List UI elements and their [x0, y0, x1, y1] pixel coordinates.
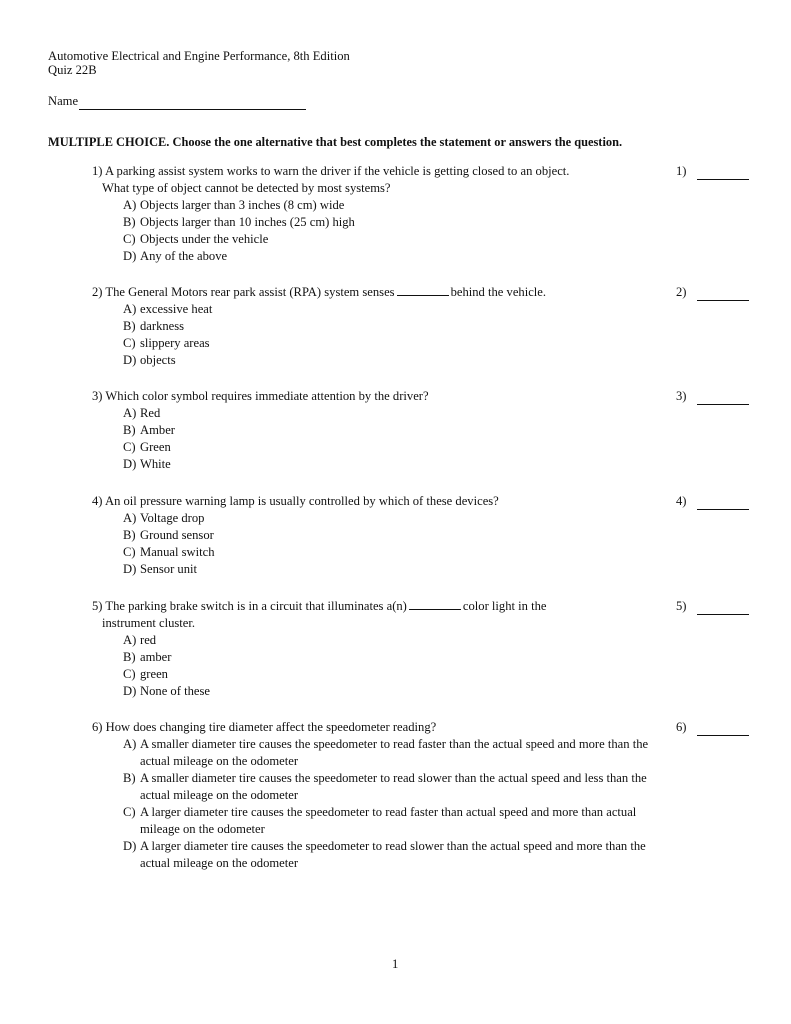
name-field[interactable] — [79, 97, 306, 110]
choice-list — [123, 510, 663, 578]
choice-d[interactable]: D) Any of the above — [123, 249, 228, 263]
fill-in-blank — [409, 598, 461, 610]
choice-d[interactable]: D) objects — [123, 353, 176, 367]
book-title: Automotive Electrical and Engine Performance, 8th Edition — [48, 49, 350, 63]
choice-list — [123, 405, 663, 473]
choice-c[interactable]: C) Manual switch — [123, 545, 215, 559]
answer-slot: 5) — [676, 598, 749, 615]
question-3 — [92, 388, 752, 473]
answer-slot: 6) — [676, 719, 749, 736]
question-stem: 3) Which color symbol requires immediate attention by the driver? — [92, 389, 429, 403]
page-number: 1 — [392, 957, 399, 971]
name-field-row — [48, 93, 306, 110]
choice-d[interactable]: D) A larger diameter tire causes the speedometer to read slower than the actual speed and more than the actual mileage on the odometer — [123, 839, 646, 870]
question-stem: 4) An oil pressure warning lamp is usually controlled by which of these devices? — [92, 494, 499, 508]
choice-c[interactable]: C) Objects under the vehicle — [123, 232, 269, 246]
question-2 — [92, 284, 752, 369]
document-header — [48, 49, 350, 77]
choice-b[interactable]: B) darkness — [123, 319, 185, 333]
question-5 — [92, 598, 752, 700]
quiz-title: Quiz 22B — [48, 63, 97, 77]
choice-list — [123, 301, 663, 369]
question-1 — [92, 163, 752, 265]
answer-blank[interactable] — [697, 723, 749, 736]
answer-slot: 2) — [676, 284, 749, 301]
fill-in-blank — [397, 284, 449, 296]
choice-a[interactable]: A) excessive heat — [123, 302, 213, 316]
choice-c[interactable]: C) slippery areas — [123, 336, 210, 350]
choice-d[interactable]: D) White — [123, 457, 171, 471]
choice-a[interactable]: A) A smaller diameter tire causes the speedometer to read faster than the actual speed and more than the actual mileage on the odometer — [123, 737, 649, 768]
choice-b[interactable]: B) Amber — [123, 423, 175, 437]
choice-a[interactable]: A) Voltage drop — [123, 511, 205, 525]
question-stem: 6) How does changing tire diameter affect the speedometer reading? — [92, 720, 437, 734]
answer-slot: 4) — [676, 493, 749, 510]
choice-b[interactable]: B) Objects larger than 10 inches (25 cm) high — [123, 215, 355, 229]
answer-blank[interactable] — [697, 167, 749, 180]
choice-list — [123, 632, 663, 700]
choice-b[interactable]: B) amber — [123, 650, 172, 664]
choice-c[interactable]: C) Green — [123, 440, 171, 454]
choice-a[interactable]: A) red — [123, 633, 157, 647]
section-instructions: MULTIPLE CHOICE. Choose the one alternative that best completes the statement or answers the question. — [48, 135, 623, 149]
question-4 — [92, 493, 752, 578]
answer-blank[interactable] — [697, 288, 749, 301]
choice-b[interactable]: B) A smaller diameter tire causes the speedometer to read slower than the actual speed and less than the actual mileage on the odometer — [123, 771, 647, 802]
answer-blank[interactable] — [697, 497, 749, 510]
choice-d[interactable]: D) None of these — [123, 684, 210, 698]
answer-slot: 1) — [676, 163, 749, 180]
answer-blank[interactable] — [697, 602, 749, 615]
question-stem: 2) The General Motors rear park assist (RPA) system senses behind the vehicle. — [92, 285, 547, 299]
choice-b[interactable]: B) Ground sensor — [123, 528, 214, 542]
choice-c[interactable]: C) A larger diameter tire causes the speedometer to read faster than actual speed and more than actual mileage on the odometer — [123, 805, 637, 836]
question-stem: 1) A parking assist system works to warn the driver if the vehicle is getting closed to an object. What type of object cannot be detected by most systems? — [92, 164, 570, 195]
choice-a[interactable]: A) Objects larger than 3 inches (8 cm) wide — [123, 198, 345, 212]
choice-list — [123, 197, 663, 265]
answer-slot: 3) — [676, 388, 749, 405]
answer-blank[interactable] — [697, 392, 749, 405]
choice-list — [123, 736, 663, 872]
choice-c[interactable]: C) green — [123, 667, 168, 681]
choice-a[interactable]: A) Red — [123, 406, 161, 420]
choice-d[interactable]: D) Sensor unit — [123, 562, 198, 576]
name-label: Name — [48, 94, 79, 108]
question-stem: 5) The parking brake switch is in a circuit that illuminates a(n) color light in the instrument cluster. — [92, 599, 547, 630]
question-6 — [92, 719, 752, 872]
